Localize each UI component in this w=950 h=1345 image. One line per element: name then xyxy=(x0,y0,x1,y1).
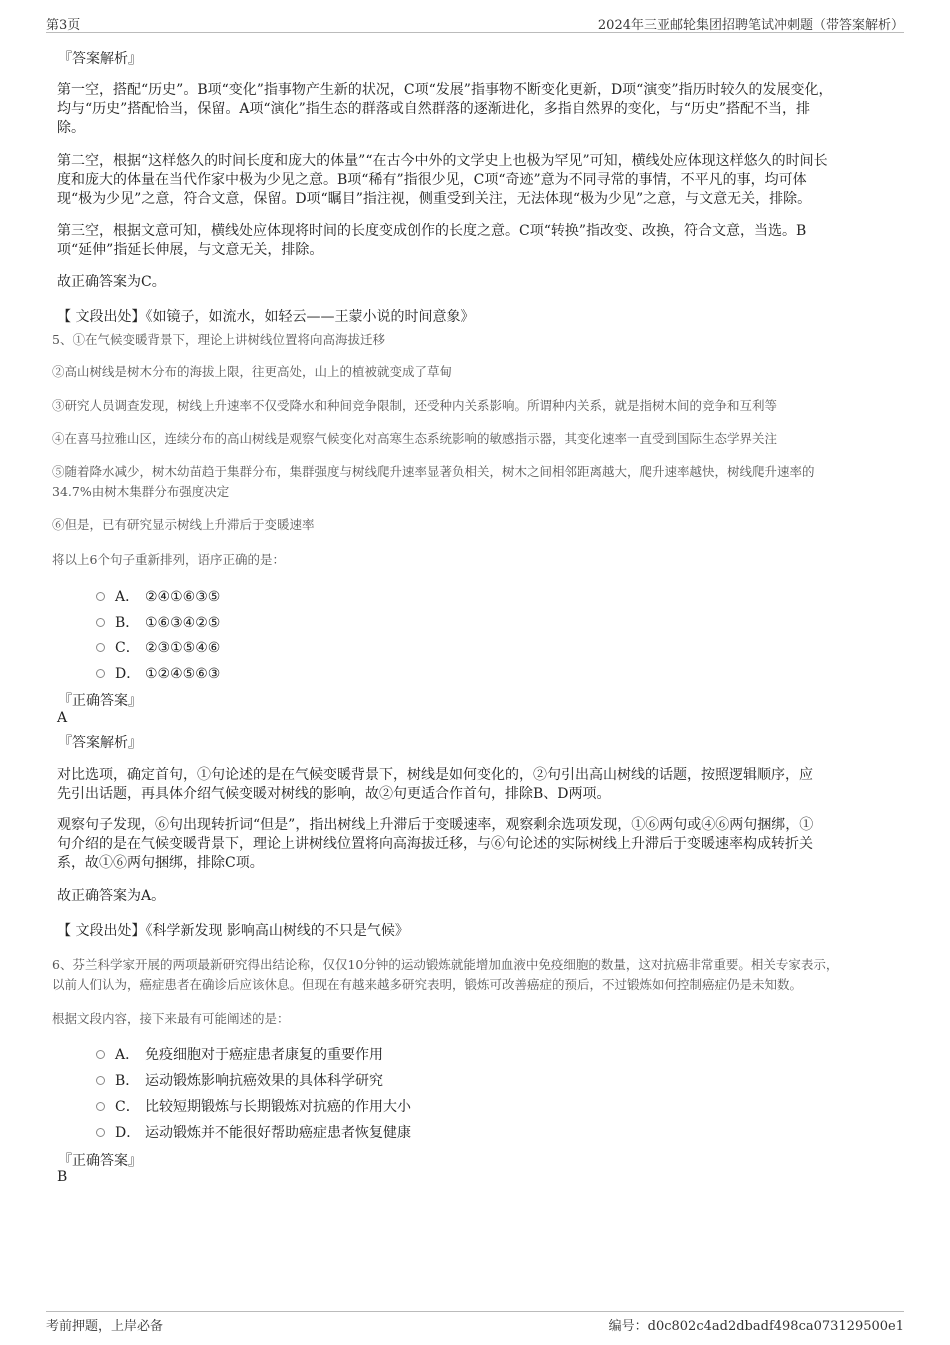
q5-sentence-3: ③研究人员调查发现，树线上升速率不仅受降水和种间竞争限制，还受种内关系影响。所谓种内关系，就是指树木间的竞争和互利等 xyxy=(52,398,778,413)
q6-option-d[interactable]: D． 运动锻炼并不能很好帮助癌症患者恢复健康 xyxy=(96,1122,411,1142)
source-label: 【 文段出处】 xyxy=(57,309,146,325)
document-title: 2024年三亚邮轮集团招聘笔试冲刺题（带答案解析） xyxy=(597,18,904,33)
q4-analysis-para-2: 第二空，根据“这样悠久的时间长度和庞大的体量”“在古今中外的文学史上也极为罕见”可知，横线处应体现这样悠久的时间长 度和庞大的体量在当代作家中极为少见之意。B项“稀有”指很少见，C项“奇迹”意为不同寻常的事情，不平凡的事，均可体 现“极为少见”之意，符合文意，保留。D项“瞩目”指注视，侧重受到关注，无法体现“极为少见”之意，与文意无关，排除。 xyxy=(57,153,828,207)
q5-analysis-label: 『答案解析』 xyxy=(58,735,142,751)
page-number: 第3页 xyxy=(46,18,81,33)
radio-icon[interactable] xyxy=(96,1076,105,1085)
q5-answer-label: 『正确答案』 xyxy=(58,693,142,709)
q6-answer: B xyxy=(57,1169,68,1185)
q5-sentence-6: ⑥但是，已有研究显示树线上升滞后于变暖速率 xyxy=(52,517,315,532)
page-header xyxy=(46,12,904,33)
q4-conclusion: 故正确答案为C。 xyxy=(57,274,166,290)
q4-analysis-label: 『答案解析』 xyxy=(58,51,142,67)
q5-option-d[interactable]: D． ①②④⑤⑥③ xyxy=(96,663,220,683)
radio-icon[interactable] xyxy=(96,669,105,678)
q6-option-a[interactable]: A． 免疫细胞对于癌症患者康复的重要作用 xyxy=(96,1044,383,1064)
q5-conclusion: 故正确答案为A。 xyxy=(57,888,166,904)
q6-option-b[interactable]: B． 运动锻炼影响抗癌效果的具体科学研究 xyxy=(96,1070,383,1090)
footer-slogan: 考前押题，上岸必备 xyxy=(46,1319,164,1334)
q4-source xyxy=(57,306,474,326)
q4-analysis-para-3: 第三空，根据文意可知，横线处应体现将时间的长度变成创作的长度之意。C项“转换”指改变、改换，符合文意，当选。B 项“延伸”指延长伸展，与文意无关，排除。 xyxy=(57,223,807,258)
radio-icon[interactable] xyxy=(96,1128,105,1137)
q5-prompt: 将以上6个句子重新排列，语序正确的是： xyxy=(52,552,285,567)
page-footer xyxy=(46,1311,904,1332)
q5-sentence-1: 5、①在气候变暖背景下，理论上讲树线位置将向高海拔迁移 xyxy=(52,332,385,347)
document-code: 编号：d0c802c4ad2dbadf498ca073129500e1 xyxy=(608,1319,904,1334)
q5-option-c[interactable]: C． ②③①⑤④⑥ xyxy=(96,637,220,657)
q5-answer: A xyxy=(57,710,68,726)
q6-option-c[interactable]: C． 比较短期锻炼与长期锻炼对抗癌的作用大小 xyxy=(96,1096,411,1116)
radio-icon[interactable] xyxy=(96,643,105,652)
q6-stem: 6、芬兰科学家开展的两项最新研究得出结论称，仅仅10分钟的运动锻炼就能增加血液中免疫细胞的数量，这对抗癌非常重要。相关专家表示， 以前人们认为，癌症患者在确诊后应该休息。但现在有越来越多研究表明，锻炼可改善癌症的预后，不过锻炼如何控制癌症仍是未知数。 xyxy=(52,957,839,992)
radio-icon[interactable] xyxy=(96,618,105,627)
q5-sentence-2: ②高山树线是树木分布的海拔上限，往更高处，山上的植被就变成了草甸 xyxy=(52,364,453,379)
source-title: 《如镜子，如流水，如轻云——王蒙小说的时间意象》 xyxy=(145,309,475,325)
q5-option-b[interactable]: B． ①⑥③④②⑤ xyxy=(96,612,220,632)
q6-answer-label: 『正确答案』 xyxy=(58,1153,142,1169)
q4-analysis-para-1: 第一空，搭配“历史”。B项“变化”指事物产生新的状况，C项“发展”指事物不断变化更新，D项“演变”指历时较久的发展变化， 均与“历史”搭配恰当，保留。A项“演化”指生态的群落或自然群落的逐渐进化，多指自然界的变化，与“历史”搭配不当，排 除。 xyxy=(57,82,833,136)
radio-icon[interactable] xyxy=(96,592,105,601)
radio-icon[interactable] xyxy=(96,1102,105,1111)
q5-analysis-para-1: 对比选项，确定首句，①句论述的是在气候变暖背景下，树线是如何变化的，②句引出高山树线的话题，按照逻辑顺序，应 先引出话题，再具体介绍气候变暖对树线的影响，故②句更适合作首句，排除B、D两项。 xyxy=(57,767,813,802)
q5-sentence-4: ④在喜马拉雅山区，连续分布的高山树线是观察气候变化对高寒生态系统影响的敏感指示器，其变化速率一直受到国际生态学界关注 xyxy=(52,431,778,446)
q5-sentence-5: ⑤随着降水减少，树木幼苗趋于集群分布，集群强度与树线爬升速率显著负相关，树木之间相邻距离越大，爬升速率越快，树线爬升速率的 34.7%由树木集群分布强度决定 xyxy=(52,464,815,499)
q5-option-a[interactable]: A． ②④①⑥③⑤ xyxy=(96,586,220,606)
q5-source xyxy=(57,920,409,940)
source-label: 【 文段出处】 xyxy=(57,923,146,939)
source-title: 《科学新发现 影响高山树线的不只是气候》 xyxy=(145,923,409,939)
q5-analysis-para-2: 观察句子发现，⑥句出现转折词“但是”，指出树线上升滞后于变暖速率，观察剩余选项发现，①⑥两句或④⑥两句捆绑，① 句介绍的是在气候变暖背景下，理论上讲树线位置将向高海拔迁移，与⑥句论述的实际树线上升滞后于变暖速率构成转折关 系，故①⑥两句捆绑，排除C项。 xyxy=(57,817,814,871)
radio-icon[interactable] xyxy=(96,1050,105,1059)
q6-prompt: 根据文段内容，接下来最有可能阐述的是： xyxy=(52,1011,290,1026)
